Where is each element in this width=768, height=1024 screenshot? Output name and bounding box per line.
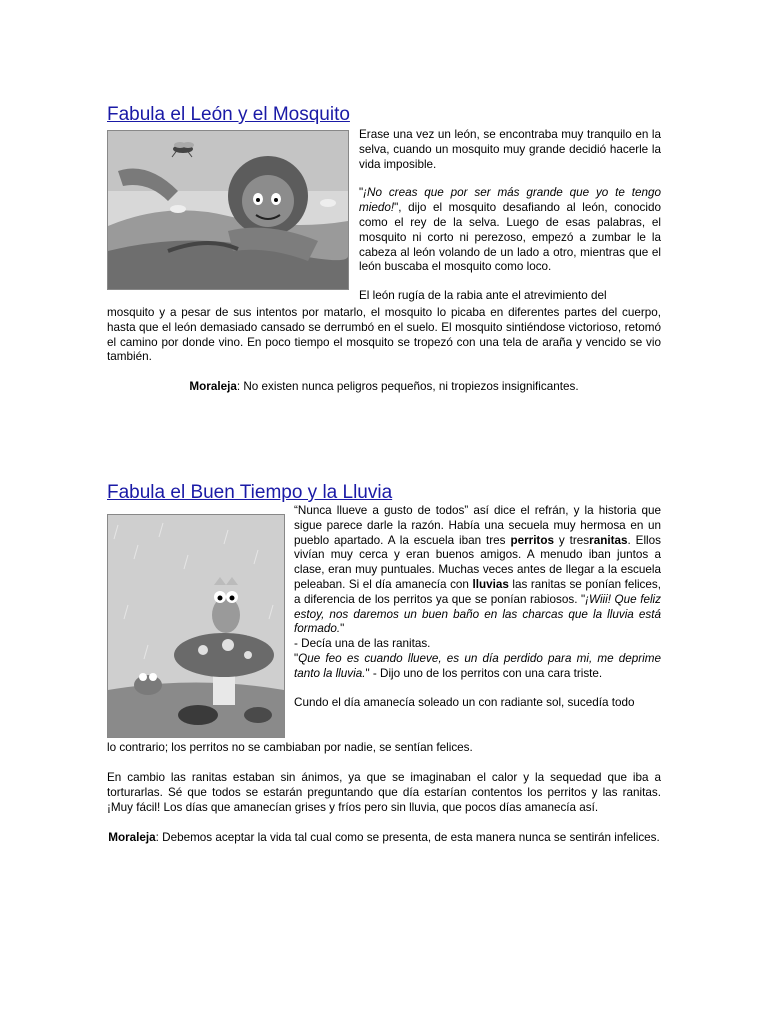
fable2-title[interactable]: Fabula el Buen Tiempo y la Lluvia (107, 482, 393, 503)
fable2-p3-open: " (294, 651, 299, 665)
fable2-paragraph-1 (294, 504, 661, 637)
fable2-puppy-quote: Que feo es cuando llueve, es un día perdido para mi, me deprime tanto la lluvia. (294, 651, 661, 680)
fable2-paragraph-2: - Decía una de las ranitas. (294, 637, 431, 651)
fable2-intro (294, 504, 661, 710)
fable2-paragraph-5: En cambio las ranitas estaban sin ánimos, ya que se imaginaban el calor y la sequedad que iba a torturarlas. Sé que todos se estarán preguntando que día estarían contentos los perritos y las ranitas. ¡Muy fácil! Los días que amanecían grises y fríos pero sin lluvia, que pocos días amanecía así. (107, 771, 661, 814)
rain-frogs-image (108, 515, 284, 737)
rain-frogs-illustration (107, 514, 285, 738)
fable1-moral (107, 380, 661, 395)
fable2-paragraph-3 (294, 652, 661, 682)
fable2-moral (107, 831, 661, 846)
fable2-moral-text: : Debemos aceptar la vida tal cual como se presenta, de esta manera nunca se sentirán infelices. (155, 831, 660, 844)
fable2-frog-quote: ¡Wiii! Que feliz estoy, nos daremos un buen baño en las charcas que la lluvia está formado. (294, 592, 661, 636)
fable2-p1-part-c: . Ellos vivían muy cerca y eran buenos amigos. A menudo iban juntos a clase, eran muy puntuales. Muchas veces antes de llegar a la escuela peleaban. Si el día amanecía con (294, 533, 661, 591)
fable1-paragraph-3-start: El león rugía de la rabia ante el atrevimiento del (359, 289, 607, 303)
fable1-paragraph-1: Erase una vez un león, se encontraba muy tranquilo en la selva, cuando un mosquito muy grande decidió hacerle la vida imposible. (359, 128, 661, 171)
fable2-perritos: perritos (510, 533, 554, 547)
fable2-p1-part-a: “Nunca llueve a gusto de todos” así dice el refrán, y la historia que sigue parece darle la razón. Había una secuela muy hermosa en un pueblo apartado. A la escuela iban tres (294, 504, 661, 547)
fable1-paragraph-2: "¡No creas que por ser más grande que yo te tengo miedo!", dijo el mosquito desafiando al león, conocido como el rey de la selva. Luego de esas palabras, el mosquito ni corto ni perezoso, empezó a zumbar le la cabeza al león volando de un lado a otro, mientras que el león buscaba el mosquito como loco. (359, 186, 661, 274)
fable1-intro (359, 128, 661, 304)
fable2-moral-label: Moraleja (108, 831, 156, 844)
fable1-mosquito-quote: ¡No creas que por ser más grande que yo te tengo miedo! (359, 186, 661, 215)
fable2-p1-part-d: las ranitas se ponían felices, a diferencia de los perritos ya que se ponían rabiosos. " (294, 577, 661, 606)
fable2-lluvias: lluvias (472, 577, 509, 591)
fable2-paragraph-4-start: Cundo el día amanecía soleado un con radiante sol, sucedía todo (294, 695, 635, 709)
fable1-paragraph-3-continued: mosquito y a pesar de sus intentos por matarlo, el mosquito lo picaba en diferentes partes del cuerpo, hasta que el león demasiado cansado se derrumbó en el suelo. El mosquito sintiéndose victorioso, retomó el camino por donde vino. En poco tiempo el mosquito se tropezó con una tela de araña y vencido se vio también. (107, 306, 661, 364)
lion-mosquito-image (108, 131, 348, 289)
fable2-p1-part-e: " (340, 622, 345, 636)
fable1-title[interactable]: Fabula el León y el Mosquito (107, 104, 350, 125)
fable1-moral-label: Moraleja (189, 380, 237, 393)
fable2-p3-rest: " - Dijo uno de los perritos con una cara triste. (365, 666, 603, 680)
fable1-paragraph-2-rest: , dijo el mosquito desafiando al león, conocido como el rey de la selva. Luego de esas palabras, el mosquito ni corto ni perezoso, empezó a zumbar le la cabeza al león volando de un lado a otro, mientras que el león buscaba el mosquito como loco. (359, 201, 661, 274)
fable2-paragraph-4-continued: lo contrario; los perritos no se cambiaban por nadie, se sentían felices. (107, 741, 473, 754)
fable2-ranitas: ranitas (589, 533, 628, 547)
fable2-p1-part-b: y tres (553, 533, 590, 547)
fable1-moral-text: : No existen nunca peligros pequeños, ni tropiezos insignificantes. (236, 380, 579, 393)
lion-mosquito-illustration (107, 130, 349, 290)
